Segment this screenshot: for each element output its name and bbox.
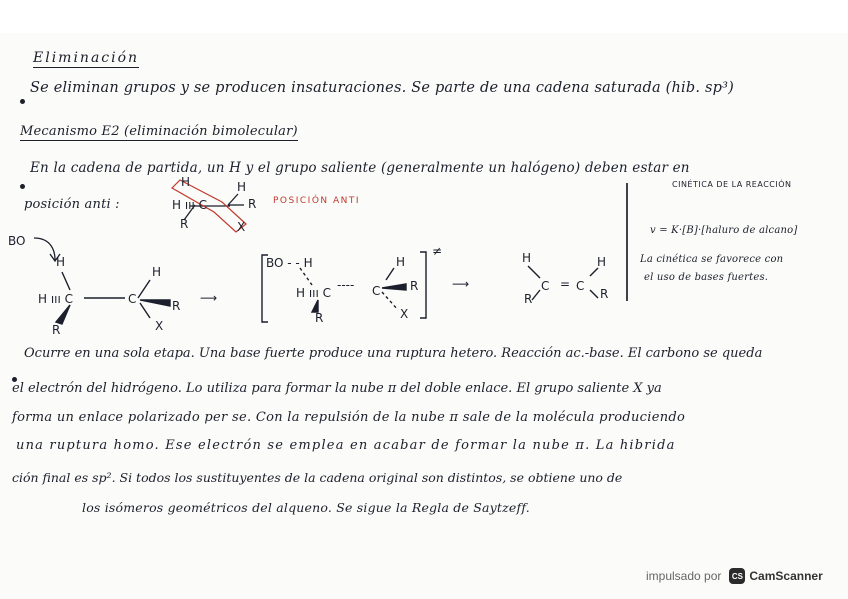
page-title: Eliminación: [33, 50, 140, 66]
ts-X: X: [400, 307, 409, 321]
mechanism-heading: Mecanismo E2 (eliminación bimolecular): [20, 124, 298, 139]
reactant-H2: H: [152, 265, 162, 279]
kinetics-equation: v = K·[B]·[haluro de alcano]: [650, 225, 798, 236]
product-R2: R: [600, 287, 609, 301]
camscanner-logo-icon: CS: [729, 568, 745, 584]
paragraph-line-3: forma un enlace polarizado per se. Con la repulsión de la nube π sale de la molécula produciendo: [12, 410, 686, 425]
product-eq: =: [560, 277, 571, 291]
reactant-C: C: [128, 292, 137, 306]
reactant: [56, 272, 170, 324]
paragraph-line-1: Ocurre en una sola etapa. Una base fuerte produce una ruptura hetero. Reacción ac.-base. El carbono se queda: [24, 346, 763, 361]
paragraph-line-6: los isómeros geométricos del alqueno. Se sigue la Regla de Saytzeff.: [82, 500, 530, 515]
powered-by-text: impulsado por: [646, 569, 722, 583]
reactant-R: R: [52, 323, 61, 337]
point1-line2: posición anti :: [24, 197, 120, 212]
arrow-2: ⟶: [452, 277, 470, 291]
arrow-1: ⟶: [200, 291, 218, 305]
ts-C: C: [372, 284, 381, 298]
paragraph-line-5: ción final es sp². Si todos los sustituyentes de la cadena original son distintos, se obtiene uno de: [12, 470, 623, 485]
sketch-R2: R: [180, 217, 189, 231]
intro-text: Se eliminan grupos y se producen insaturaciones. Se parte de una cadena saturada (hib. sp³): [30, 80, 734, 96]
sketch-H2: H: [237, 180, 247, 194]
sketch-R: R: [248, 197, 257, 211]
reactant-R2: R: [172, 299, 181, 313]
product-C1: C: [541, 279, 550, 293]
ts-HC: H ııı C: [296, 286, 332, 300]
paragraph-line-4: una ruptura homo. Ese electrón se emplea en acabar de formar la nube π. La hibrida: [16, 438, 676, 453]
product-R: R: [524, 292, 533, 306]
anti-position-label: POSICIÓN ANTI: [273, 196, 361, 206]
reactant-HC: H ııı C: [38, 292, 74, 306]
reactant-H: H: [56, 255, 66, 269]
kinetics-note-line2: el uso de bases fuertes.: [644, 272, 769, 283]
product-H2: H: [597, 255, 607, 269]
camscanner-footer: [646, 568, 823, 584]
base-label: BO: [8, 234, 26, 248]
ts-R2: R: [315, 311, 324, 325]
reactant-X: X: [155, 319, 164, 333]
paragraph-line-2: el electrón del hidrógeno. Lo utiliza para formar la nube π del doble enlace. El grupo saliente X ya: [12, 381, 662, 396]
ts-double-dash: ----: [337, 278, 355, 292]
ts-R: R: [410, 279, 419, 293]
kinetics-note-line1: La cinética se favorece con: [640, 254, 784, 265]
camscanner-brand: CamScanner: [749, 569, 823, 583]
sketch-HC: H ııı C: [172, 198, 208, 212]
ts-H: H: [396, 255, 406, 269]
product-C2: C: [576, 279, 585, 293]
kinetics-title: CINÉTICA DE LA REACCIÓN: [672, 180, 792, 189]
camscanner-badge[interactable]: [729, 568, 822, 584]
sketch-X: X: [237, 220, 246, 234]
product-H: H: [522, 251, 532, 265]
ts-BH: BO - - H: [266, 256, 313, 270]
sketch-H: H: [181, 175, 191, 189]
ts-dagger: ≠: [432, 244, 443, 258]
point1-line1: En la cadena de partida, un H y el grupo saliente (generalmente un halógeno) deben estar en: [30, 160, 690, 176]
